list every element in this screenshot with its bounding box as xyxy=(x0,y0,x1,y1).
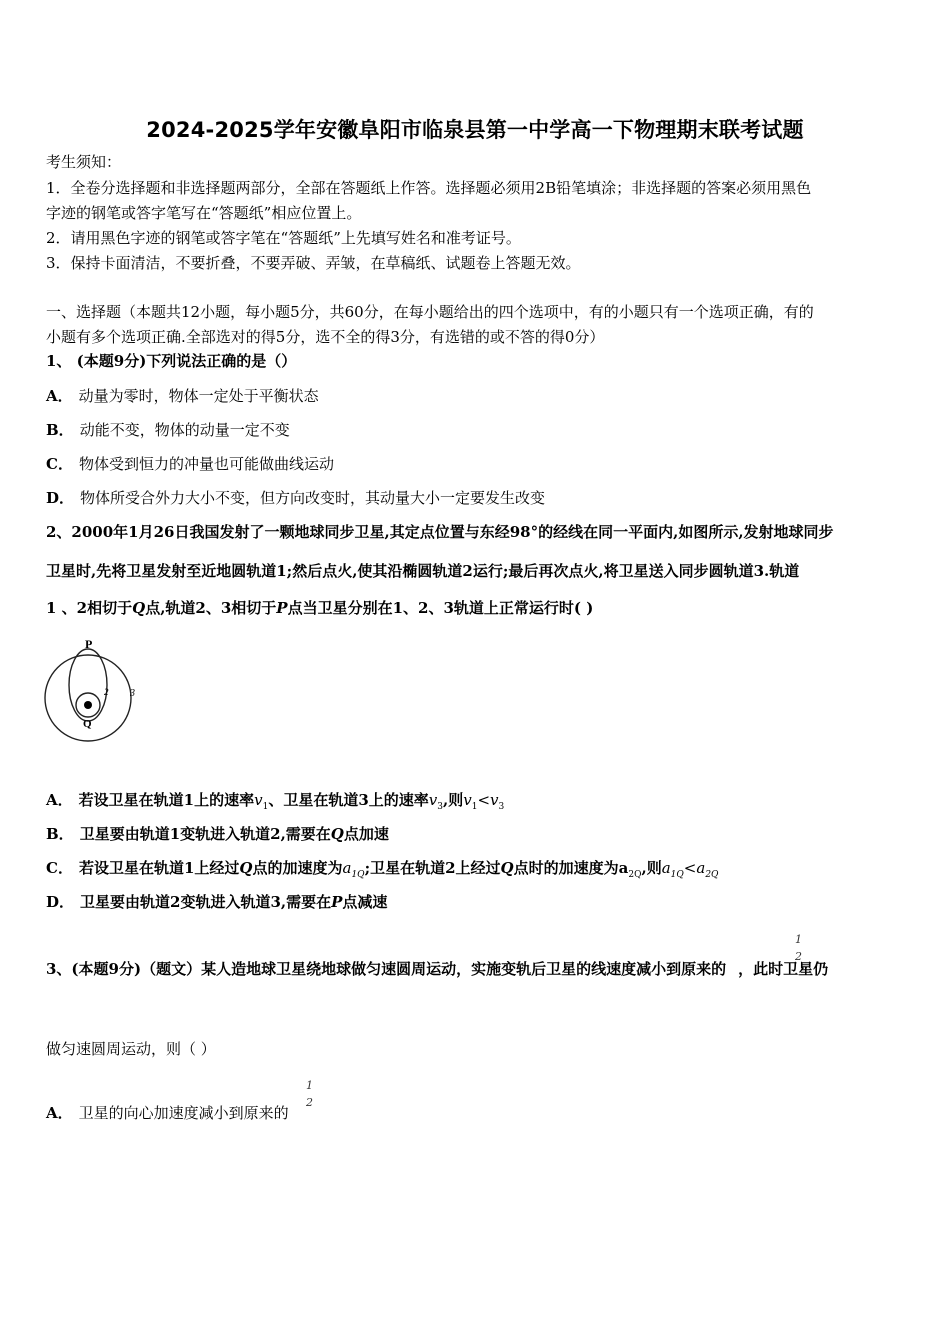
section-heading-line1: 一、选择题（本题共12小题，每小题5分，共60分，在每小题给出的四个选项中，有的小题只有一个选项正确，有的 xyxy=(46,303,814,321)
text: 若设卫星在轨道1上的速率 xyxy=(78,791,255,809)
q2-option-b xyxy=(46,824,389,844)
sub: 3 xyxy=(437,802,443,812)
notice-item-3: 3．保持卡面清洁，不要折叠，不要弄破、弄皱，在草稿纸、试题卷上答题无效。 xyxy=(46,254,581,272)
denominator: 2 xyxy=(306,1096,313,1109)
var: v xyxy=(490,791,499,809)
orbit-2 xyxy=(69,649,107,721)
label-3: 3 xyxy=(130,688,135,699)
fraction-one-half xyxy=(795,934,802,962)
option-label: A． xyxy=(46,1104,73,1122)
text: ,则 xyxy=(641,859,662,877)
q1-option-c xyxy=(46,454,334,474)
point-q: Q xyxy=(132,599,146,617)
q2-stem-line1: 2、2000年1月26日我国发射了一颗地球同步卫星,其定点位置与东经98°的经线在同一平面内,如图所示,发射地球同步 xyxy=(46,523,834,541)
sub: 1Q xyxy=(351,870,365,880)
denominator: 2 xyxy=(795,950,802,963)
sub: 1 xyxy=(471,802,478,812)
sub: 2Q xyxy=(705,870,719,880)
text: 点加速 xyxy=(343,825,389,843)
option-text: 卫星的向心加速度减小到原来的 xyxy=(78,1104,289,1122)
numerator: 1 xyxy=(795,933,802,946)
var: Q xyxy=(500,859,514,877)
option-text: 物体所受合外力大小不变，但方向改变时，其动量大小一定要发生改变 xyxy=(80,489,546,507)
option-label: D． xyxy=(46,489,75,507)
text: 、卫星在轨道3上的速率 xyxy=(268,791,429,809)
sub: 2Q xyxy=(628,870,642,880)
sub: 1 xyxy=(262,802,269,812)
section-heading-line2: 小题有多个选项正确.全部选对的得5分，选不全的得3分，有选错的或不答的得0分） xyxy=(46,328,605,346)
notice-item-1-cont: 字迹的钢笔或答字笔写在“答题纸”相应位置上。 xyxy=(46,204,362,222)
var: a xyxy=(618,859,629,877)
numerator: 1 xyxy=(306,1079,313,1092)
notice-item-2: 2．请用黑色字迹的钢笔或答字笔在“答题纸”上先填写姓名和准考证号。 xyxy=(46,229,521,247)
text: < xyxy=(477,791,491,809)
q3-stem-line2: 做匀速圆周运动，则（ ） xyxy=(46,1040,216,1058)
var: Q xyxy=(239,859,253,877)
q1-option-a xyxy=(46,386,319,406)
option-label: B． xyxy=(46,825,74,843)
text: ,则 xyxy=(442,791,464,809)
option-text: 动量为零时，物体一定处于平衡状态 xyxy=(78,387,319,405)
text: 卫星要由轨道1变轨进入轨道2,需要在 xyxy=(79,825,331,843)
var: a xyxy=(342,859,352,877)
option-label: A． xyxy=(46,387,73,405)
q1-stem: 1、 (本题9分)下列说法正确的是（） xyxy=(46,352,297,370)
text: 卫星要由轨道2变轨进入轨道3,需要在 xyxy=(80,893,332,911)
text: 1 、2相切于 xyxy=(46,599,133,617)
var: v xyxy=(463,791,472,809)
text: 3、(本题9分)（题文）某人造地球卫星绕地球做匀速圆周运动，实施变轨后卫星的线速度减小到原来的 xyxy=(46,960,727,978)
q1-option-b xyxy=(46,420,290,440)
q3-option-a xyxy=(46,1103,289,1123)
q2-stem-line2: 卫星时,先将卫星发射至近地圆轨道1;然后点火,使其沿椭圆轨道2运行;最后再次点火,将卫星送入同步圆轨道3.轨道 xyxy=(46,562,800,580)
option-text: 动能不变，物体的动量一定不变 xyxy=(79,421,290,439)
text: 若设卫星在轨道1上经过 xyxy=(78,859,240,877)
label-q: Q xyxy=(83,718,92,730)
option-text: 物体受到恒力的冲量也可能做曲线运动 xyxy=(78,455,334,473)
orbit-diagram xyxy=(44,636,148,758)
fraction-one-half xyxy=(306,1080,313,1108)
label-2: 2 xyxy=(104,687,109,697)
option-label: C． xyxy=(46,859,73,877)
text: < xyxy=(683,859,697,877)
point-p: P xyxy=(276,599,288,617)
var: v xyxy=(254,791,263,809)
option-label: C． xyxy=(46,455,73,473)
q2-option-d xyxy=(46,892,387,912)
earth xyxy=(84,701,92,709)
option-label: B． xyxy=(46,421,74,439)
var: Q xyxy=(330,825,344,843)
q1-option-d xyxy=(46,488,545,508)
text: 点,轨道2、3相切于 xyxy=(145,599,277,617)
var: a xyxy=(696,859,706,877)
text: 点时的加速度为 xyxy=(513,859,619,877)
text: ，此时卫星仍 xyxy=(738,960,829,978)
notice-item-1: 1．全卷分选择题和非选择题两部分，全部在答题纸上作答。选择题必须用2B铅笔填涂；非选择题的答案必须用黑色 xyxy=(46,179,812,197)
text: 点减速 xyxy=(342,893,388,911)
var: v xyxy=(428,791,438,809)
q2-option-c xyxy=(46,858,718,885)
option-label: D． xyxy=(46,893,75,911)
sub: 3 xyxy=(498,802,505,812)
option-label: A． xyxy=(46,791,73,809)
var: P xyxy=(331,893,343,911)
q2-option-a xyxy=(46,790,504,817)
var: a xyxy=(661,859,671,877)
label-p: P xyxy=(85,637,93,651)
text: ;卫星在轨道2上经过 xyxy=(364,859,501,877)
sub: 1Q xyxy=(670,870,684,880)
page-title: 2024-2025学年安徽阜阳市临泉县第一中学高一下物理期末联考试题 xyxy=(146,118,804,142)
q2-stem-line3 xyxy=(46,598,593,618)
notice-heading: 考生须知： xyxy=(46,153,122,171)
text: 点的加速度为 xyxy=(252,859,343,877)
q3-stem xyxy=(46,959,828,979)
text: 点当卫星分别在1、2、3轨道上正常运行时( ) xyxy=(287,599,594,617)
